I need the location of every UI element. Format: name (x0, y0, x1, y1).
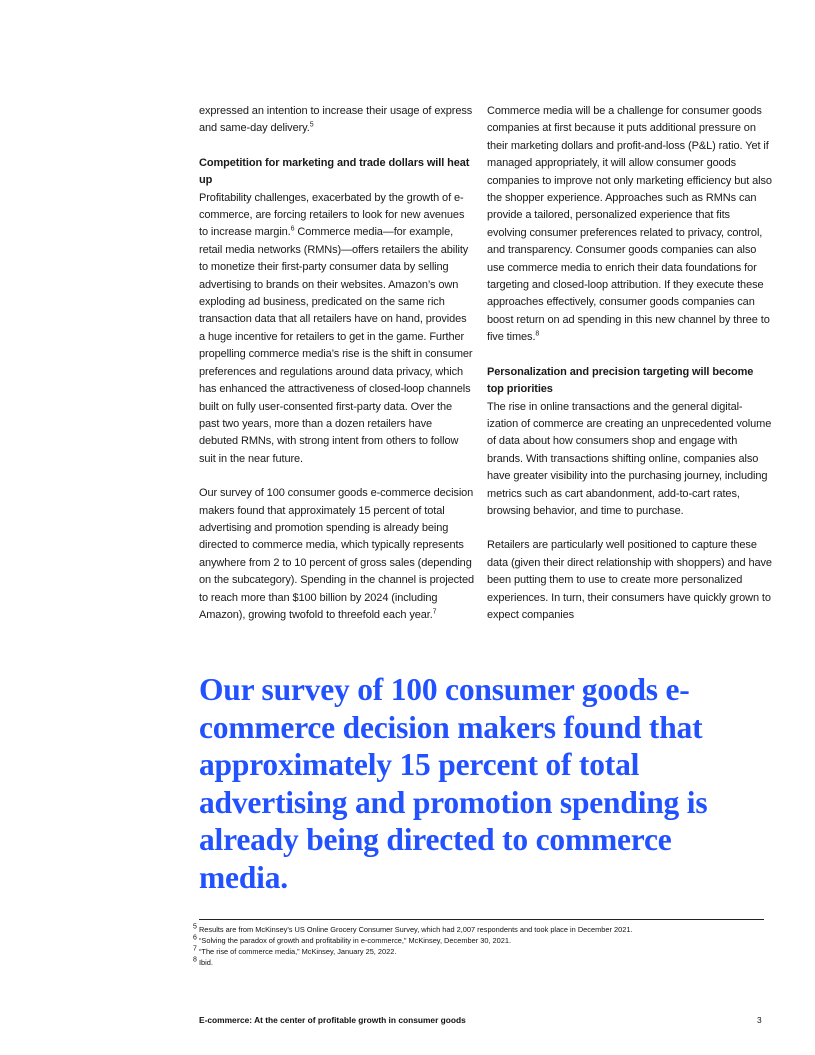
footnote-7: $^7$ “The rise of commerce media,” McKinsey, January 25, 2022. (193, 945, 397, 956)
right-paragraph-1: Commerce media will be a challenge for consumer goods companies at first because it puts additional pressure on their marketing dollars and profit-and-loss (P&L) ratio. Yet if managed appropriately, it will allow consumer goods companies to improve not only marketing efficiency but also the shopper experience. Approaches such as RMNs can provide a tailored, personalized experience that fits evolving consumer preferences related to privacy, control, and transparency. Consumer goods companies can also use commerce media to enrich their data foundations for targeting and closed-loop attribution. If they execute these approaches effectively, consumer goods companies can boost return on ad spending in this new channel by three to five times.$^8$ (487, 105, 772, 344)
footnote-8: $^8$ Ibid. (193, 956, 213, 967)
right-column (487, 103, 772, 624)
heading-competition: Competition for marketing and trade dollars will heat up (199, 156, 470, 187)
footnote-divider (199, 919, 764, 920)
footnote-5: $^5$ Results are from McKinsey’s US Online Grocery Consumer Survey, which had 2,007 respondents and took place in December 2021. (193, 923, 633, 934)
left-column (199, 103, 474, 624)
left-paragraph-1: expressed an intention to increase their usage of express and same-day delivery.$^5$ (199, 105, 473, 135)
left-paragraph-3: Our survey of 100 consumer goods e-commerce decision makers found that approximately 15 percent of total advertising and promotion spending is already being directed to commerce media, which typically represents anywhere from 2 to 10 percent of gross sales (depending on the subcategory). Spending in the channel is projected to reach more than $100 billion by 2024 (including Amazon), growing twofold to threefold each year.$^7$ (199, 487, 474, 621)
footnote-ref-7: 7 (432, 608, 437, 616)
footnote-ref-5: 5 (309, 121, 314, 129)
footer-title: E-commerce: At the center of profitable growth in consumer goods (199, 1015, 466, 1025)
right-paragraph-2: The rise in online transactions and the general digital-ization of commerce are creating an unprecedented volume of data about how consumers shop and engage with brands. With transactions shifting online, companies also have greater visibility into the purchasing journey, including metrics such as cart abandonment, add-to-cart rates, browsing behavior, and time to purchase. (487, 400, 772, 517)
footnote-ref-6: 6 (290, 225, 295, 233)
footnote-ref-8: 8 (535, 330, 540, 338)
heading-personalization: Personalization and precision targeting will become top priorities (487, 365, 754, 396)
right-paragraph-3: Retailers are particularly well positioned to capture these data (given their direct relationship with shoppers) and have been putting them to use to create more personalized experiences. In turn, their consumers have quickly grown to expect companies (487, 539, 772, 621)
left-paragraph-2: Profitability challenges, exacerbated by the growth of e-commerce, are forcing retailers to look for new avenues to increase margin.$^6$ Commerce media—for example, retail media networks (RMNs)—offers retailers the ability to monetize their first-party consumer data by selling advertising to brands on their websites. Amazon’s own exploding ad business, predicated on the same rich transaction data that all retailers have on hand, provides a huge incentive for retailers to get in the game. Further propelling commerce media’s rise is the shift in consumer preferences and regulations around data privacy, which has enhanced the attractiveness of closed-loop channels built on fully user-consented first-party data. Over the past two years, more than a dozen retailers have debuted RMNs, with strong intent from others to follow suit in the near future. (199, 191, 473, 465)
page-number: 3 (757, 1015, 762, 1025)
footnote-6: $^6$ “Solving the paradox of growth and profitability in e-commerce,” McKinsey, December 30, 2021. (193, 934, 512, 945)
pull-quote: Our survey of 100 consumer goods e-commerce decision makers found that approximately 15 percent of total advertising and promotion spending is already being directed to commerce media. (199, 672, 708, 895)
footnotes (193, 924, 773, 968)
